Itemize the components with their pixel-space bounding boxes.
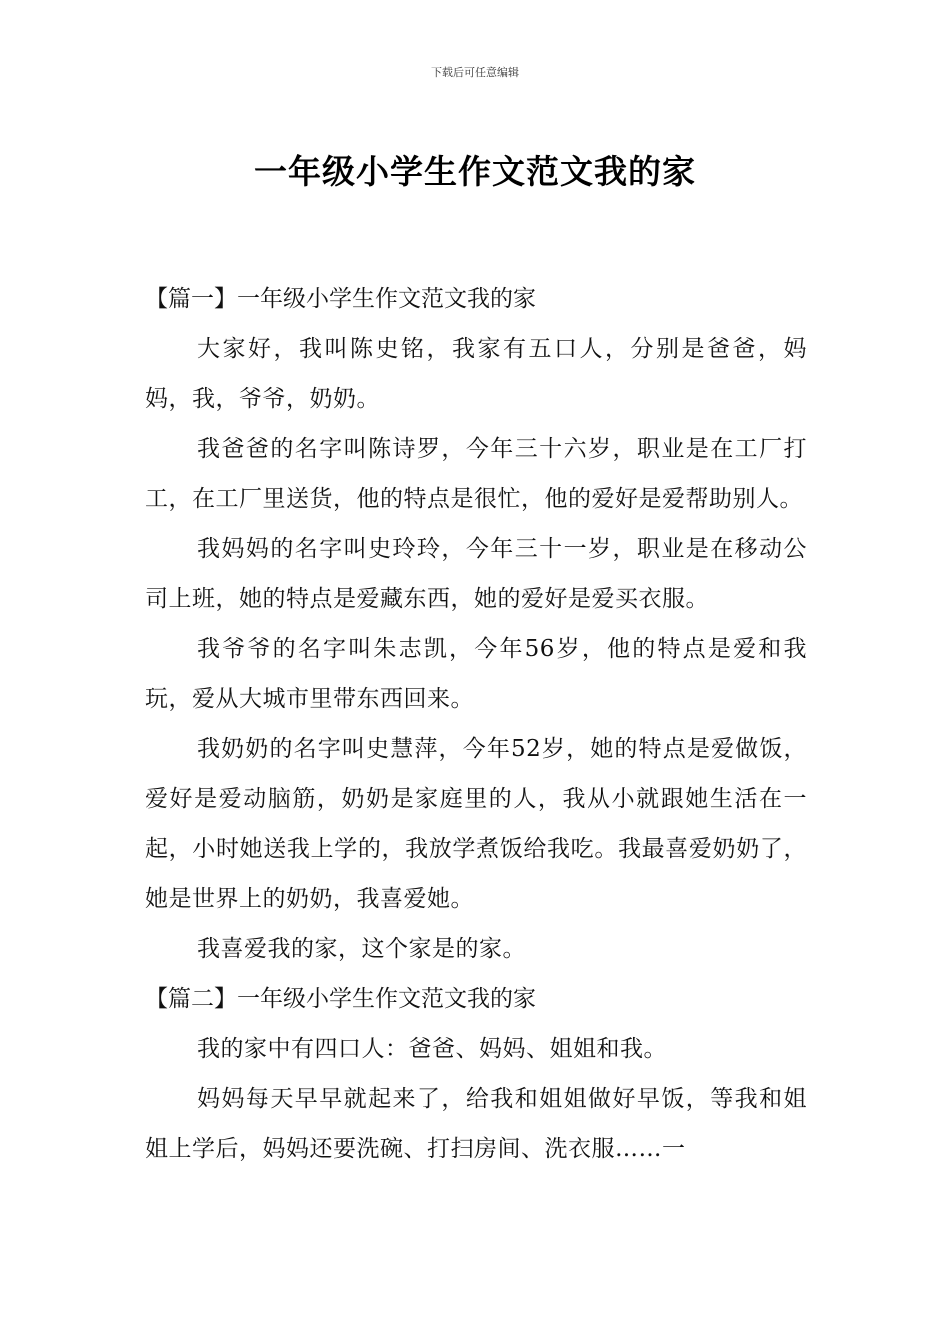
document-body — [145, 274, 807, 1174]
section-heading: 【篇二】一年级小学生作文范文我的家 — [145, 986, 536, 1012]
paragraph: 大家好，我叫陈史铭，我家有五口人，分别是爸爸，妈妈，我，爷爷，奶奶。 — [145, 336, 807, 412]
paragraph: 我喜爱我的家，这个家是的家。 — [197, 936, 526, 962]
section-1 — [145, 274, 807, 974]
paragraph: 我爸爸的名字叫陈诗罗，今年三十六岁，职业是在工厂打工，在工厂里送货，他的特点是很忙，他的爱好是爱帮助别人。 — [145, 436, 807, 512]
paragraph: 我奶奶的名字叫史慧萍，今年52岁，她的特点是爱做饭，爱好是爱动脑筋，奶奶是家庭里的人，我从小就跟她生活在一起，小时她送我上学的，我放学煮饭给我吃。我最喜爱奶奶了，她是世界上的奶奶，我喜爱她。 — [145, 736, 807, 912]
page-header-note: 下载后可任意编辑 — [431, 66, 519, 79]
paragraph: 我的家中有四口人：爸爸、妈妈、姐姐和我。 — [197, 1036, 667, 1062]
document-title: 一年级小学生作文范文我的家 — [254, 152, 696, 192]
paragraph: 我妈妈的名字叫史玲玲，今年三十一岁，职业是在移动公司上班，她的特点是爱藏东西，她的爱好是爱买衣服。 — [145, 536, 807, 612]
section-heading: 【篇一】一年级小学生作文范文我的家 — [145, 286, 536, 312]
section-2 — [145, 974, 807, 1174]
paragraph: 我爷爷的名字叫朱志凯，今年56岁，他的特点是爱和我玩，爱从大城市里带东西回来。 — [145, 636, 807, 712]
paragraph: 妈妈每天早早就起来了，给我和姐姐做好早饭，等我和姐姐上学后，妈妈还要洗碗、打扫房间、洗衣服……一 — [145, 1086, 807, 1162]
